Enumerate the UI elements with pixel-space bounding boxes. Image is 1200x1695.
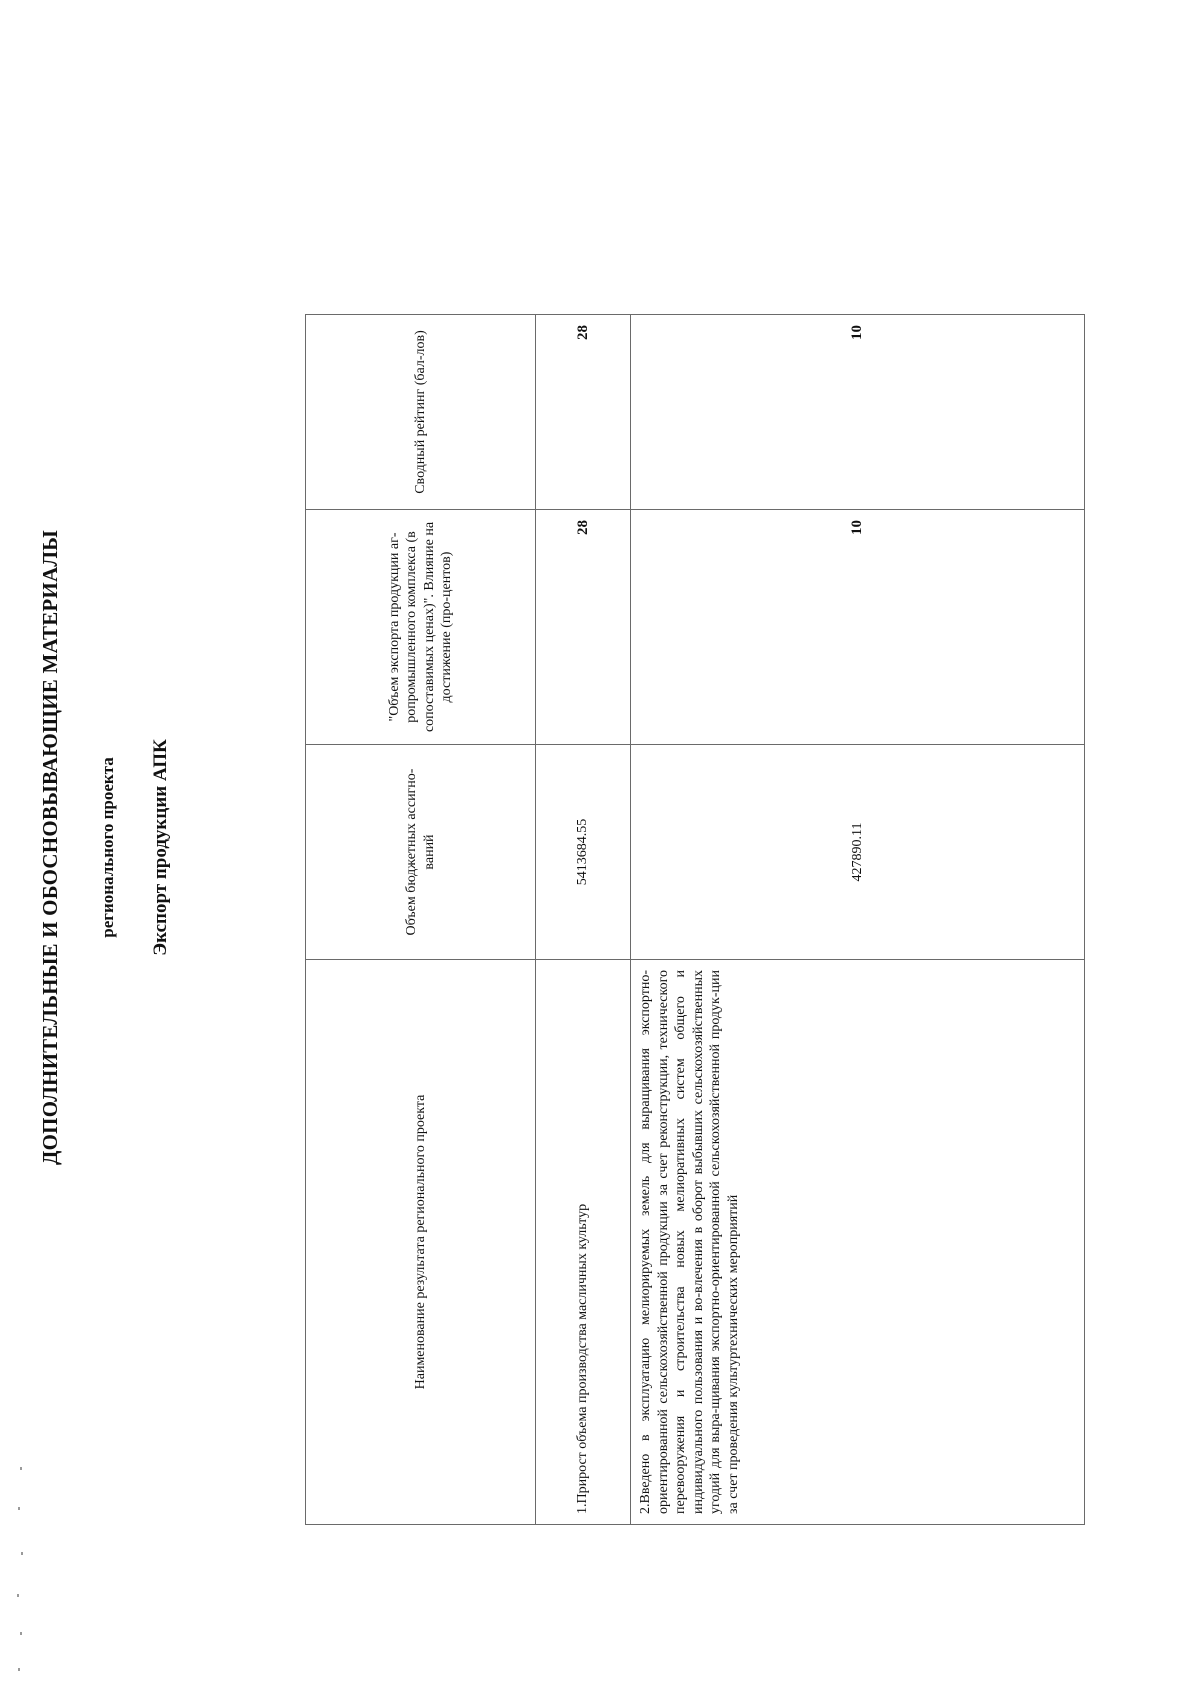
row-1-impact: 28: [536, 510, 631, 745]
table-row: [631, 315, 1085, 1525]
header-impact: "Объем экспорта продукции аг-ропромышленного комплекса (в сопоставимых ценах)". Влияние на достижение (про-центов): [306, 510, 536, 745]
table-header-row: [306, 315, 536, 1525]
document-title: ДОПОЛНИТЕЛЬНЫЕ И ОБОСНОВЫВАЮЩИЕ МАТЕРИАЛЫ: [38, 530, 62, 1166]
project-name: Экспорт продукции АПК: [150, 739, 171, 956]
row-2-name-cell: [631, 960, 1085, 1525]
header-rating: Сводный рейтинг (бал-лов): [306, 315, 536, 510]
document-subtitle: регионального проекта: [98, 757, 117, 938]
header-name: Наименование результата регионального проекта: [306, 960, 536, 1525]
row-2-rating: 10: [631, 315, 1085, 510]
row-1-name: 1.Прирост объема производства масличных культур: [536, 960, 631, 1525]
row-1-rating: 28: [536, 315, 631, 510]
row-2-budget: 427890.11: [631, 745, 1085, 960]
header-budget: Объем бюджетных ассигно-ваний: [306, 745, 536, 960]
results-table: [305, 314, 1085, 1525]
table-row: [536, 315, 631, 1525]
row-1-budget: 5413684.55: [536, 745, 631, 960]
row-2-name: 2.Введено в эксплуатацию мелиорируемых земель для выращивания экспортно-ориентированной сельскохозяйственной продукции за счет реконструкции, технического перевооружения и строительства новых мелиоративных систем общего и индивидуального пользования и во-влечения в оборот выбывших сельскохозяйственных угодий для выра-щивания экспортно-ориентированной сельскохозяйственной продук-ции за счет проведения культуртехнических мероприятий: [638, 970, 741, 1514]
scan-specks: [15, 1445, 25, 1675]
row-2-impact: 10: [631, 510, 1085, 745]
